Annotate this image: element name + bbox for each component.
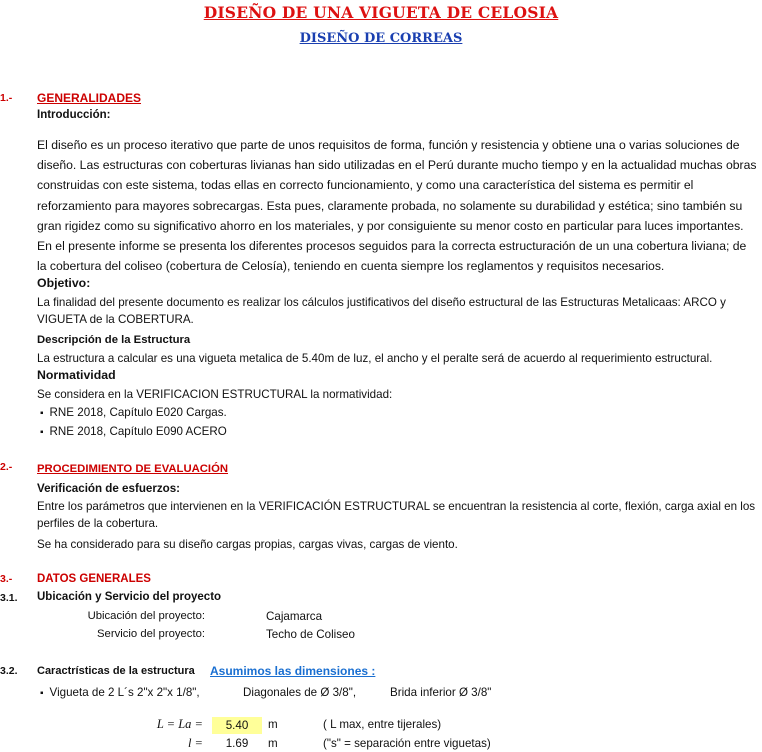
subsection-3-1-number: 3.1. [0, 592, 18, 604]
ubicacion-label: Ubicación del proyecto: [87, 610, 205, 622]
subsection-3-2-number: 3.2. [0, 665, 18, 677]
servicio-value: Techo de Coliseo [266, 628, 355, 641]
row-value-l: 1.69 [225, 737, 249, 750]
asumimos-dimensiones: Asumimos las dimensiones : [210, 664, 376, 678]
row-note-l: ("s" = separación entre viguetas) [323, 737, 491, 750]
norm-item: ▪ RNE 2018, Capítulo E020 Cargas. [40, 406, 227, 419]
diagonales-spec: Diagonales de Ø 3/8", [243, 686, 357, 699]
row-label-L: L = La = [156, 717, 203, 731]
ubicacion-value: Cajamarca [266, 610, 323, 623]
descripcion-label: Descripción de la Estructura [37, 334, 191, 346]
row-unit-L: m [268, 718, 278, 731]
section-3-number: 3.- [0, 573, 13, 585]
verificacion-paragraph: Entre los parámetros que intervienen en la VERIFICACIÓN ESTRUCTURAL se encuentran la resistencia al corte, flexión, carga axial en los perfiles de la cobertura. [37, 500, 756, 530]
subsection-3-2-label: Caractrísticas de la estructura [37, 665, 195, 677]
subsection-3-1-label: Ubicación y Servicio del proyecto [37, 591, 222, 603]
normatividad-label: Normatividad [37, 368, 116, 382]
row-note-L: ( L max, entre tijerales) [323, 718, 442, 731]
page-subtitle: DISEÑO DE CORREAS [299, 31, 463, 46]
section-2-number: 2.- [0, 461, 13, 473]
intro-paragraph-1: El diseño es un proceso iterativo que parte de unos requisitos de forma, función y resistencia y obtiene una o varias soluciones de diseño. Las estructuras con coberturas livianas han sido utilizadas en el Perú durante mucho tiempo y en la actualidad muchas obras construidas con este sistema, todas ellas en correcto funcionamiento, y como una característica del sistema es permitir el reforzamiento para mayores sobrecargas. Esta pues, claramente probada, no solamente su durabilidad y estética; sino también su gran rigidez como su significativo ahorro en los materiales, y por consiguiente su menor costo en particular para luces importantes. [37, 138, 757, 233]
row-label-l: l = [187, 736, 203, 750]
servicio-label: Servicio del proyecto: [97, 628, 205, 640]
intro-paragraph-2: En el presente informe se presenta los diferentes procesos seguidos para la correcta estructuración de un una cobertura liviana; de la cobertura del coliseo (cobertura de Celosía), teniendo en cuenta siempre los reglamentos y requisitos necesarios. [37, 239, 747, 274]
objetivo-text: La finalidad del presente documento es realizar los cálculos justificativos del diseño estructural de las Estructuras Metalicaas: ARCO y VIGUETA de la COBERTURA. [37, 296, 726, 326]
row-value-L[interactable]: 5.40 [212, 717, 262, 734]
norm-item: ▪ RNE 2018, Capítulo E090 ACERO [40, 425, 227, 438]
verificacion-label: Verificación de esfuerzos: [37, 482, 181, 495]
section-1-heading: GENERALIDADES [37, 91, 142, 105]
intro-label: Introducción: [37, 109, 111, 121]
page-title: DISEÑO DE UNA VIGUETA DE CELOSIA [203, 3, 559, 22]
brida-spec: Brida inferior Ø 3/8" [390, 686, 492, 699]
section-1-number: 1.- [0, 92, 13, 104]
descripcion-text: La estructura a calcular es una vigueta metalica de 5.40m de luz, el ancho y el peralte será de acuerdo al requerimiento estructural. [37, 352, 713, 365]
section-2-heading: PROCEDIMIENTO DE EVALUACIÓN [37, 463, 229, 475]
row-unit-l: m [268, 737, 278, 750]
objetivo-label: Objetivo: [37, 276, 91, 290]
cargas-paragraph: Se ha considerado para su diseño cargas propias, cargas vivas, cargas de viento. [37, 538, 458, 551]
section-3-heading: DATOS GENERALES [37, 573, 151, 585]
normatividad-text: Se considera en la VERIFICACION ESTRUCTURAL la normatividad: [37, 388, 393, 401]
vigueta-spec: ▪ Vigueta de 2 L´s 2"x 2"x 1/8", [40, 686, 200, 699]
